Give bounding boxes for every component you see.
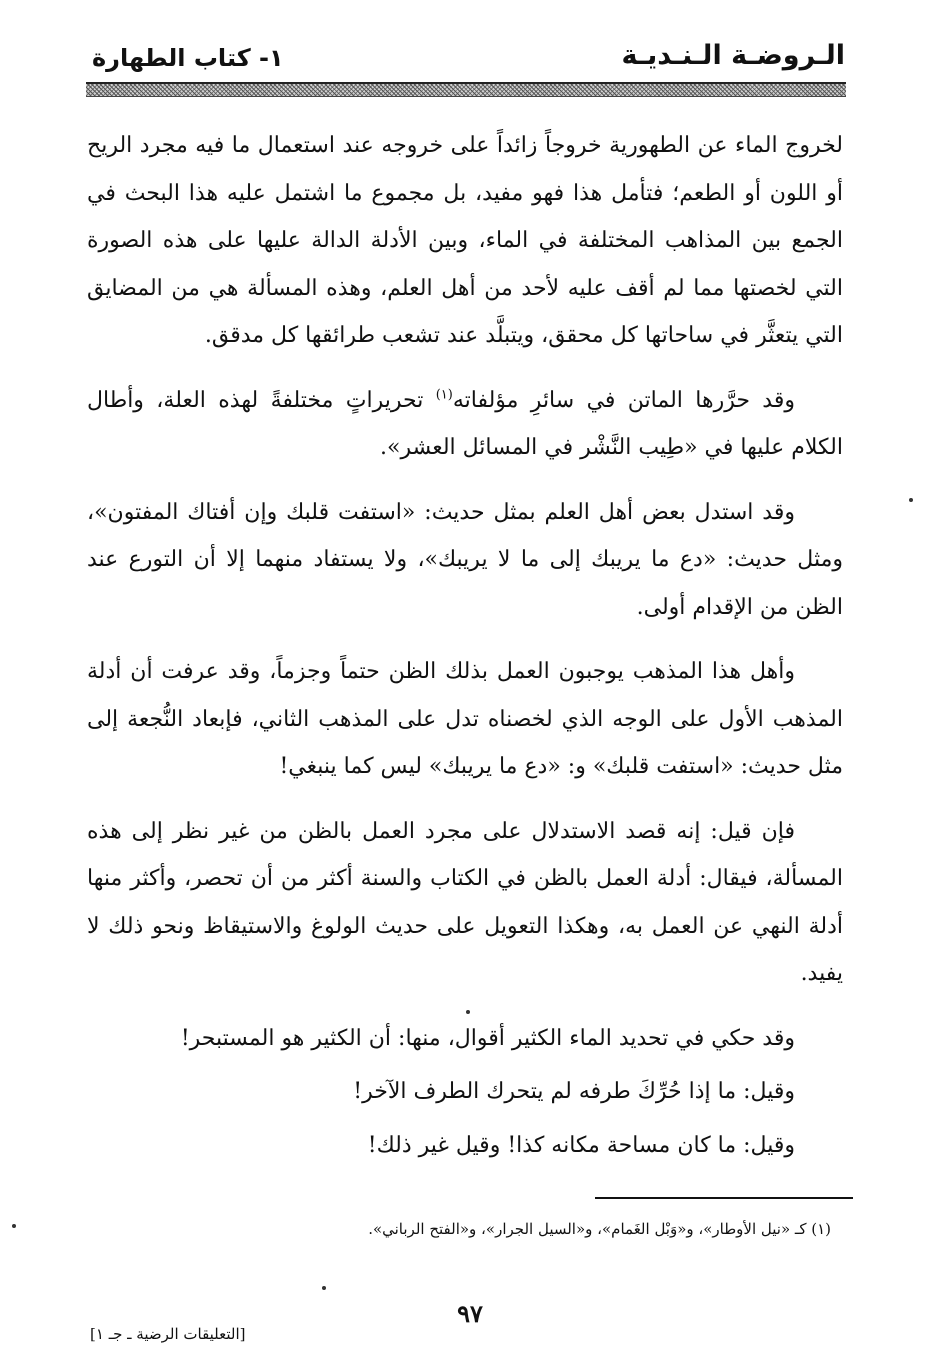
main-text <box>87 122 843 1175</box>
running-header-book-title: الـروضـة الـنـديـة <box>621 40 845 71</box>
paragraph: وقيل: ما إذا حُرِّكَ طرفه لم يتحرك الطرف الآخر! <box>353 1079 795 1104</box>
scan-speck <box>466 1010 470 1014</box>
paragraph-text: تحريراتٍ مختلفةً لهذه العلة، وأطال الكلام عليها في «طِيب النَّشْر في المسائل العشر». <box>87 387 843 460</box>
paragraph: لخروج الماء عن الطهورية خروجاً زائداً على خروجه عند استعمال ما فيه مجرد الريح أو اللون أو الطعم؛ فتأمل هذا فهو مفيد، بل مجموع ما اشتمل عليه هذا البحث في الجمع بين المذاهب المختلفة في الماء، وبين الأدلة الدالة عليها على هذه الصورة التي لخصتها مما لم أقف عليه لأحد من أهل العلم، وهذه المسألة هي من المضايق التي يتعثَّر في ساحاتها كل محقق، ويتبلَّد عند تشعب طرائقها كل مدقق. <box>87 133 843 348</box>
scan-speck <box>322 1286 326 1290</box>
footnote: (١) كـ «نيل الأوطار»، و«وَبْل الغَمام»، و«السيل الجرار»، و«الفتح الرباني». <box>368 1220 831 1238</box>
paragraph: وقد استدل بعض أهل العلم بمثل حديث: «استفت قلبك وإن أفتاك المفتون»، ومثل حديث: «دع ما يريبك إلى ما لا يريبك»، ولا يستفاد منهما إلا أن التورع عند الظن من الإقدام أولى. <box>87 499 843 620</box>
paragraph-text: وقد حرَّرها الماتن في سائرِ مؤلفاته <box>452 387 795 413</box>
scan-speck <box>909 498 913 502</box>
footnote-reference[interactable]: (١) <box>435 387 453 403</box>
paragraph: وقد حكي في تحديد الماء الكثير أقوال، منها: أن الكثير هو المستبحر! <box>180 1025 795 1051</box>
page-number: ٩٧ <box>457 1299 483 1328</box>
footnote-rule <box>595 1197 853 1199</box>
paragraph: فإن قيل: إنه قصد الاستدلال على مجرد العمل بالظن من غير نظر إلى هذه المسألة، فيقال: أدلة العمل بالظن في الكتاب والسنة أكثر من أن تحصر، وأكثر منها أدلة النهي عن العمل به، وهكذا التعويل على حديث الولوغ والاستيقاظ ونحو ذلك لا يفيد. <box>87 818 843 986</box>
scan-speck <box>12 1224 16 1228</box>
paragraph <box>87 377 843 472</box>
header-rule <box>86 82 846 97</box>
collection-label: [التعليقات الرضية ـ جـ ١] <box>90 1325 246 1343</box>
paragraph: وأهل هذا المذهب يوجبون العمل بذلك الظن حتماً وجزماً، وقد عرفت أن أدلة المذهب الأول على الوجه الذي لخصناه تدل على المذهب الثاني، فإبعاد النُّجعة إلى مثل حديث: «استفت قلبك» و: «دع ما يريبك» ليس كما ينبغي! <box>87 659 843 779</box>
paragraph: وقيل: ما كان مساحة مكانه كذا! وقيل غير ذلك! <box>367 1132 795 1158</box>
running-header-chapter: ١- كتاب الطهارة <box>92 44 284 72</box>
